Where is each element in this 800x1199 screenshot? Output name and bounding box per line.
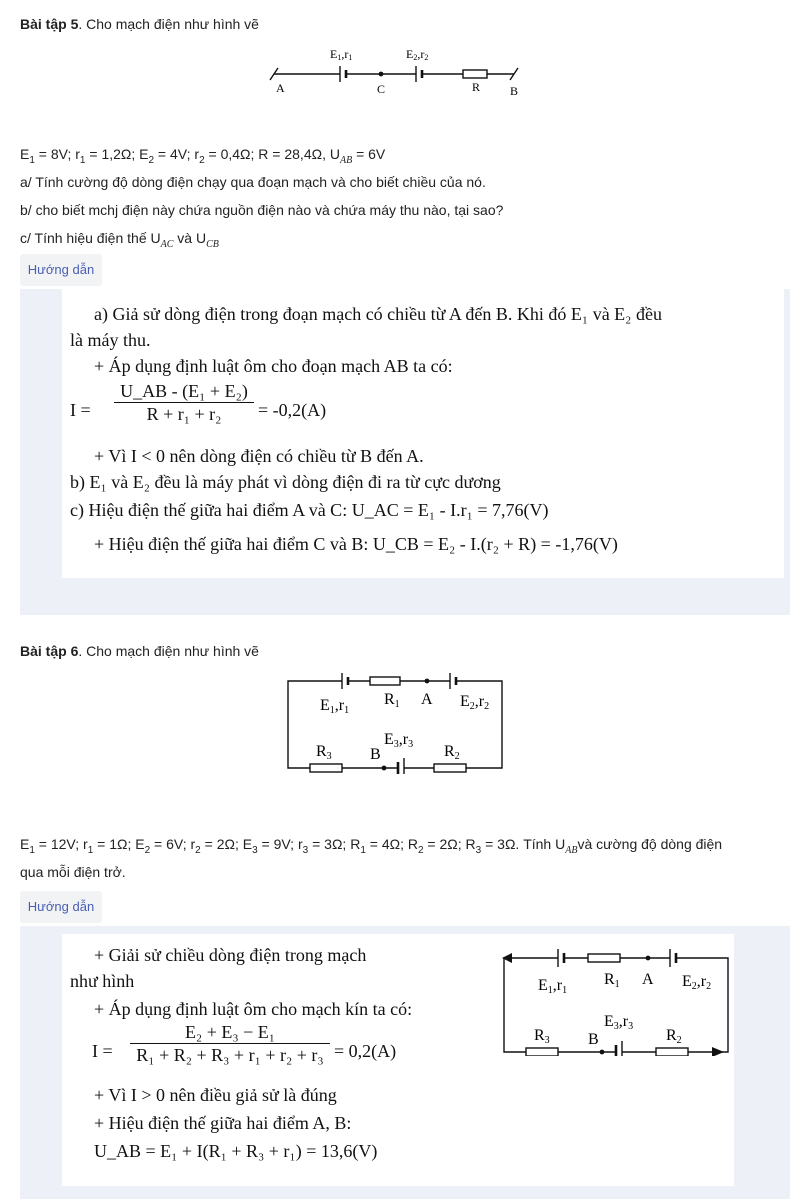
- ex5-fig-b-label: B: [510, 84, 519, 98]
- ex5-sol-line-1: a) Giả sử dòng điện trong đoạn mạch có chiều từ A đến B. Khi đó E₁ và E₂ đều: [94, 304, 662, 324]
- ex5-sol-line-2: là máy thu.: [70, 330, 151, 350]
- ex5-given-values: $E_1 = 8V$; $r_1 = 1,2\Omega$; $E_2 = 4V$; $r_2 = 0,4\Omega$; R = 28,4Ω, $U_{AB} = 6V$: [20, 146, 386, 166]
- ex6-sol-fig-a-label: A: [642, 971, 654, 988]
- ex6-sol-line-2: như hình: [70, 971, 135, 991]
- ex6-title: [20, 641, 259, 661]
- ex6-sol-formula-fraction: [130, 1022, 330, 1065]
- ex5-sol-line-7: + Hiệu điện thế giữa hai điểm C và B: U_CB = E₂ - I.(r₂ + R) = -1,76(V): [94, 534, 618, 554]
- ex6-sol-fig-e1r1-label: E1,r1: [538, 977, 568, 996]
- ex6-sol-fig-R1-label: R1: [604, 971, 620, 990]
- ex6-sol-line-6: U_AB = E₁ + I(R₁ + R₃ + r₁) = 13,6(V): [94, 1141, 378, 1161]
- ex5-question-b: b/ cho biết mchj điện này chứa nguồn điện nào và chứa máy thu nào, tại sao?: [20, 202, 504, 218]
- ex5-fig-e2r2-label: E2,r2: [406, 47, 429, 62]
- ex5-question-a: a/ Tính cường độ dòng điện chạy qua đoạn mạch và cho biết chiều của nó.: [20, 174, 486, 190]
- ex6-circuit-figure: [280, 664, 510, 774]
- ex5-fig-c-label: C: [377, 82, 386, 96]
- ex6-title-rest: . Cho mạch điện như hình vẽ: [78, 643, 259, 659]
- ex6-fig-R2-label: R2: [444, 743, 460, 762]
- ex6-fig-R1-label: R1: [384, 691, 400, 710]
- ex5-guide-button[interactable]: Hướng dẫn: [20, 254, 102, 286]
- ex6-sol-formula-denominator: R₁ + R₂ + R₃ + r₁ + r₂ + r₃: [136, 1045, 324, 1065]
- ex6-given-line-2: qua mỗi điện trở.: [20, 864, 126, 880]
- ex5-sol-formula-lhs: I =: [70, 400, 91, 420]
- ex5-question-c: c/ Tính hiệu điện thế $U_{AC}$ và $U_{CB}$: [20, 230, 219, 250]
- ex5-sol-line-5: b) E₁ và E₂ đều là máy phát vì dòng điện đi ra từ cực dương: [70, 472, 501, 492]
- ex5-sol-formula-numerator: U_AB - (E₁ + E₂): [120, 381, 248, 401]
- ex6-sol-fig-b-label: B: [588, 1031, 599, 1048]
- ex5-sol-line-6: c) Hiệu điện thế giữa hai điểm A và C: U_AC = E₁ - I.r₁ = 7,76(V): [70, 500, 549, 520]
- ex6-fig-e3r3-label: E3,r3: [384, 731, 414, 750]
- ex6-sol-fig-R3-label: R3: [534, 1027, 550, 1046]
- ex6-fig-e1r1-label: E1,r1: [320, 697, 350, 716]
- ex5-title: [20, 14, 259, 34]
- ex6-given-values: $E_1 = 12V$; $r_1 = 1\Omega$; $E_2 = 6V$; $r_2 = 2\Omega$; $E_3 = 9V$; $r_3 = 3\Omega$; $R_1 = 4\Omega$; $R_2 = 2\Omega$; $R_3 = 3\Omega$. Tính $U_{AB}và$ cường độ dòng điện: [20, 836, 723, 856]
- ex6-sol-formula-numerator: E₂ + E₃ − E₁: [184, 1022, 276, 1042]
- ex5-sol-formula-result: = -0,2(A): [258, 400, 327, 420]
- ex6-sol-formula-lhs: I =: [92, 1041, 113, 1061]
- ex5-sol-formula-fraction: [114, 381, 254, 424]
- ex5-title-rest: . Cho mạch điện như hình vẽ: [78, 16, 259, 32]
- ex6-fig-e2r2-label: E2,r2: [460, 693, 490, 712]
- ex6-sol-fig-R2-label: R2: [666, 1027, 682, 1046]
- ex6-solution-image: [62, 934, 734, 1186]
- ex5-solution-panel: [20, 289, 790, 615]
- ex5-sol-line-3: + Áp dụng định luật ôm cho đoạn mạch AB ta có:: [94, 356, 453, 376]
- ex6-sol-line-3: + Áp dụng định luật ôm cho mạch kín ta có:: [94, 999, 413, 1019]
- ex6-sol-line-1: + Giải sử chiều dòng điện trong mạch: [94, 945, 367, 965]
- ex5-sol-line-4: + Vì I < 0 nên dòng điện có chiều từ B đến A.: [94, 446, 424, 466]
- ex6-guide-button[interactable]: Hướng dẫn: [20, 891, 102, 923]
- ex6-fig-a-label: A: [421, 691, 433, 708]
- ex6-fig-R3-label: R3: [316, 743, 332, 762]
- ex5-solution-image: [62, 289, 784, 578]
- ex6-solution-panel: [20, 926, 790, 1199]
- ex5-fig-e1r1-label: E1,r1: [330, 47, 353, 62]
- ex6-sol-formula-result: = 0,2(A): [334, 1041, 397, 1061]
- ex6-sol-circuit-figure: [498, 944, 734, 1056]
- ex5-sol-formula-denominator: R + r₁ + r₂: [146, 404, 222, 424]
- ex5-circuit-figure: [260, 40, 530, 102]
- ex5-fig-r-label: R: [472, 80, 481, 94]
- ex5-title-bold: Bài tập 5: [20, 16, 79, 32]
- ex6-sol-line-5: + Hiệu điện thế giữa hai điểm A, B:: [94, 1113, 352, 1133]
- ex5-fig-a-label: A: [276, 81, 285, 95]
- ex6-sol-line-4: + Vì I > 0 nên điều giả sử là đúng: [94, 1085, 337, 1105]
- ex6-fig-b-label: B: [370, 746, 381, 763]
- ex6-title-bold: Bài tập 6: [20, 643, 79, 659]
- ex6-sol-fig-e3r3-label: E3,r3: [604, 1013, 634, 1032]
- ex6-sol-fig-e2r2-label: E2,r2: [682, 973, 712, 992]
